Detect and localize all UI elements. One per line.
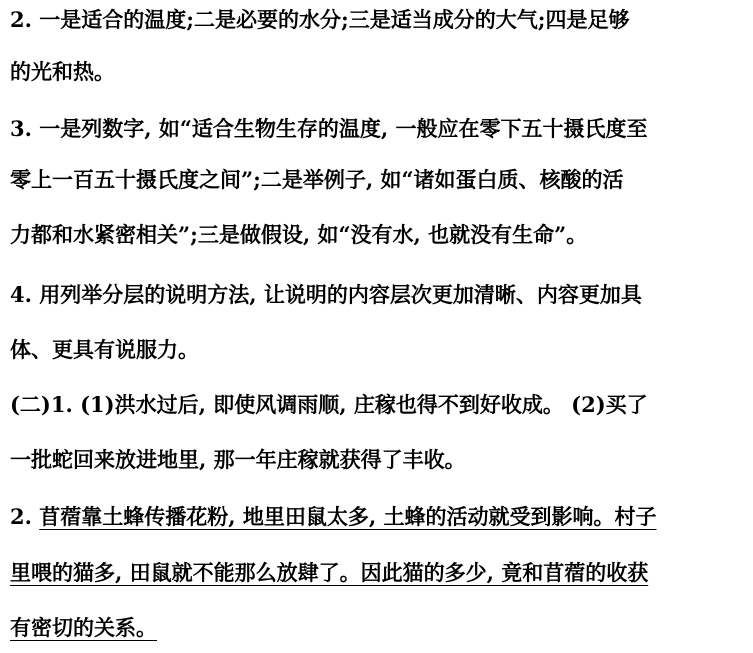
question-number: 2.: [10, 504, 40, 529]
answer-line: 3. 一是列数字, 如“适合生物生存的温度, 一般应在零下五十摄氏度至: [10, 116, 648, 141]
answer-line: 4. 用列举分层的说明方法, 让说明的内容层次更加清晰、内容更加具: [10, 282, 642, 307]
answer-line: 力都和水紧密相关”;三是做假设, 如“没有水, 也就没有生命”。: [10, 222, 588, 247]
answer-line: 2. 一是适合的温度;二是必要的水分;三是适当成分的大气;四是足够: [10, 7, 630, 32]
answer-document: [10, 0, 748, 653]
answer-line: 一批蛇回来放进地里, 那一年庄稼就获得了丰收。: [10, 447, 466, 472]
answer-line: (二)1. (1)洪水过后, 即使风调雨顺, 庄稼也得不到好收成。 (2)买了: [10, 392, 648, 417]
answer-line: 体、更具有说服力。: [10, 337, 199, 362]
underlined-answer-text: 里喂的猫多, 田鼠就不能那么放肆了。因此猫的多少, 竟和苜蓿的收获: [10, 560, 649, 585]
answer-line: 零上一百五十摄氏度之间”;二是举例子, 如“诸如蛋白质、核酸的活: [10, 167, 624, 192]
answer-line: 的光和热。: [10, 59, 115, 84]
answer-line-underlined: [10, 608, 748, 648]
answer-line-underlined: [10, 553, 748, 593]
underlined-answer-text: 苜蓿靠土蜂传播花粉, 地里田鼠太多, 土蜂的活动就受到影响。村子: [39, 504, 657, 529]
answer-line-underlined: [10, 497, 748, 537]
underlined-answer-text: 有密切的关系。: [10, 615, 157, 640]
